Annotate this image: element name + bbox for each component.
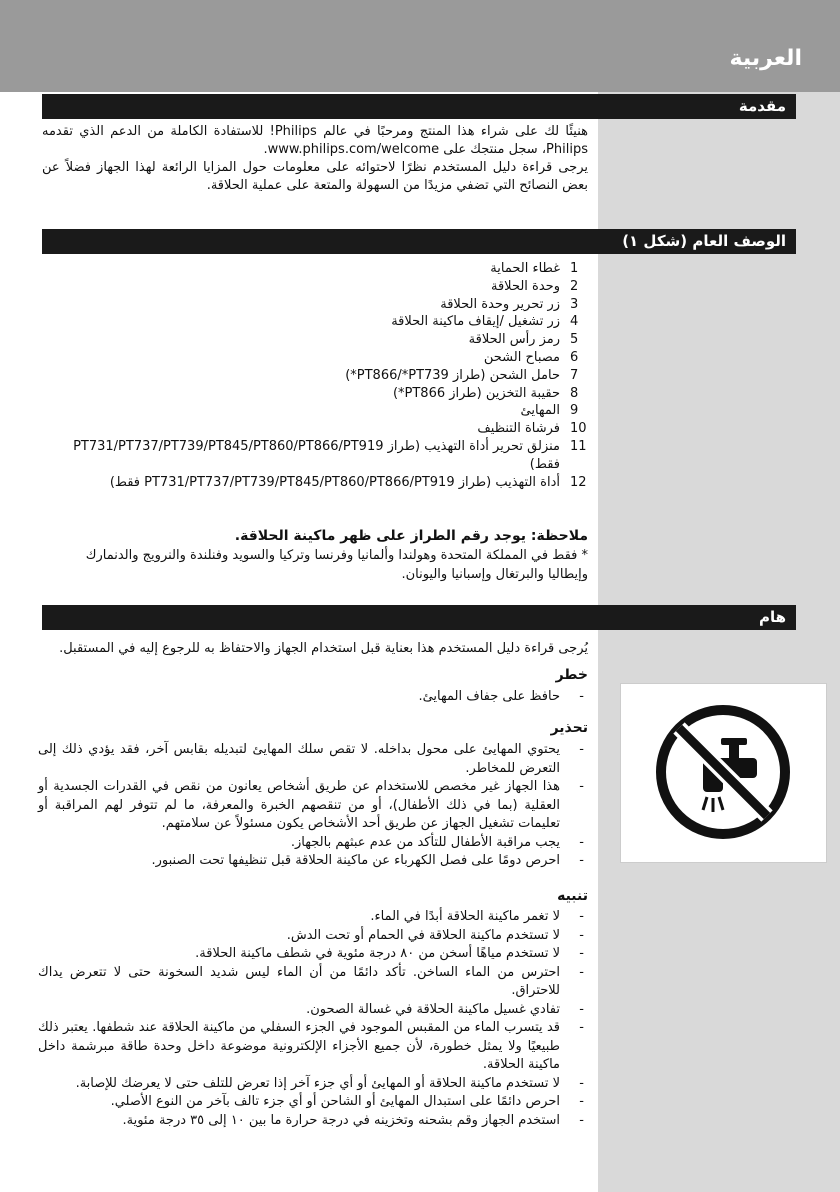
danger-heading: خطر — [555, 667, 588, 683]
list-item: - يحتوي المهايئ على محول بداخله. لا تقص سلك المهايئ لتبديله بقابس آخر، فقد يؤدي ذلك إلى التعرض للمخاطر. — [38, 741, 588, 778]
list-item: - يجب مراقبة الأطفال للتأكد من عدم عبثهم بالجهاز. — [38, 834, 588, 853]
item-text: زر تشغيل /إيقاف ماكينة الحلاقة — [391, 314, 560, 330]
item-number: 10 — [570, 421, 587, 437]
intro-text — [42, 123, 588, 195]
list-item: - لا تستخدم ماكينة الحلاقة في الحمام أو تحت الدش. — [38, 927, 588, 946]
list-item: - قد يتسرب الماء من المقبس الموجود في الجزء السفلي من ماكينة الحلاقة عند شطفها. يعتبر ذلك طبيعيًا ولا يمثل خطورة، لأن جميع الأجزاء الإلكترونية موضوعة داخل وحدة طاقة مبرشمة داخل ماكينة الحلاقة. — [38, 1019, 588, 1075]
item-text: رمز رأس الحلاقة — [468, 332, 560, 348]
list-item: - لا تستخدم مياهًا أسخن من ٨٠ درجة مئوية في شطف ماكينة الحلاقة. — [38, 945, 588, 964]
warning-list — [38, 741, 588, 871]
list-item — [40, 402, 588, 420]
list-item: - احرص دومًا على فصل الكهرباء عن ماكينة الحلاقة قبل تنظيفها تحت الصنبور. — [38, 852, 588, 871]
warning-heading: تحذير — [550, 720, 588, 736]
item-text: المهايئ — [520, 403, 560, 419]
list-item — [40, 331, 588, 349]
list-item — [40, 474, 588, 492]
list-item — [40, 420, 588, 438]
important-intro: يُرجى قراءة دليل المستخدم هذا بعناية قبل استخدام الجهاز والاحتفاظ به للرجوع إليه في المستقبل. — [59, 641, 588, 656]
item-text: فرشاة التنظيف — [477, 421, 560, 437]
section-heading-important: هام — [758, 608, 786, 626]
header-bar — [0, 0, 840, 92]
list-item — [40, 296, 588, 314]
list-item: - احترس من الماء الساخن. تأكد دائمًا من أن الماء ليس شديد السخونة حتى لا تتعرض يداك للاحتراق. — [38, 964, 588, 1001]
no-water-illustration — [620, 683, 827, 863]
danger-list — [38, 688, 588, 707]
section-bar-intro — [42, 94, 796, 119]
list-item — [40, 438, 588, 474]
list-item — [40, 313, 588, 331]
list-item: - احرص دائمًا على استبدال المهايئ أو الشاحن أو أي جزء تالف بآخر من النوع الأصلي. — [38, 1093, 588, 1112]
item-text: غطاء الحماية — [490, 261, 560, 276]
intro-paragraph: هنيئًا لك على شراء هذا المنتج ومرحبًا في عالم Philips! للاستفادة الكاملة من الدعم الذي تقدمه Philips، سجل منتجك على www.philips.com/welcome. — [42, 124, 588, 157]
caution-list — [38, 908, 588, 1130]
item-text: منزلق تحرير أداة التهذيب (طراز PT731/PT737/PT739/PT845/PT860/PT866/PT919 فقط) — [73, 438, 560, 472]
list-item: - استخدم الجهاز وقم بشحنه وتخزينه في درجة حرارة ما بين ١٠ إلى ٣٥ درجة مئوية. — [38, 1112, 588, 1131]
section-bar-important — [42, 605, 796, 630]
list-item — [40, 385, 588, 403]
item-text: أداة التهذيب (طراز PT731/PT737/PT739/PT845/PT860/PT866/PT919 فقط) — [109, 474, 560, 490]
list-item — [40, 260, 588, 278]
item-number: 3 — [570, 296, 579, 312]
section-heading-description: الوصف العام (شكل ١) — [622, 232, 786, 250]
caution-heading: تنبيه — [557, 888, 588, 904]
no-water-tap-icon — [643, 702, 803, 842]
item-number: 8 — [570, 385, 579, 401]
item-number: 1 — [570, 261, 579, 276]
list-item: - حافظ على جفاف المهايئ. — [38, 688, 588, 707]
item-number: 7 — [570, 367, 579, 383]
note-heading: ملاحظة: يوجد رقم الطراز على ظهر ماكينة الحلاقة. — [234, 528, 588, 544]
list-item — [40, 349, 588, 367]
item-number: 9 — [570, 403, 579, 419]
item-text: حامل الشحن (طراز PT866/*PT739*) — [345, 367, 560, 383]
item-text: وحدة الحلاقة — [491, 278, 560, 294]
note-text: * فقط في المملكة المتحدة وهولندا وألمانيا وفرنسا وتركيا والسويد وفنلندة والنرويج والدنمارك وإيطاليا والبرتغال وإسبانيا واليونان. — [85, 548, 588, 582]
list-item — [40, 367, 588, 385]
intro-paragraph: يرجى قراءة دليل المستخدم نظرًا لاحتوائه على معلومات حول المزايا الرائعة لهذا الجهاز فضلاً عن بعض النصائح التي تضفي مزيدًا من السهولة والمتعة على عملية الحلاقة. — [42, 160, 588, 193]
item-text: حقيبة التخزين (طراز PT866*) — [392, 385, 560, 401]
list-item — [40, 278, 588, 296]
side-column — [598, 92, 840, 1192]
section-heading-intro: مقدمة — [738, 97, 786, 115]
item-number: 6 — [570, 349, 579, 365]
item-number: 4 — [570, 314, 579, 330]
item-number: 2 — [570, 278, 579, 294]
item-text: مصباح الشحن — [483, 349, 560, 365]
parts-list — [40, 260, 588, 491]
model-note — [42, 527, 588, 584]
section-bar-description — [42, 229, 796, 254]
list-item: - لا تستخدم ماكينة الحلاقة أو المهايئ أو أي جزء آخر إذا تعرض للتلف حتى لا يعرضك للإصابة. — [38, 1075, 588, 1094]
list-item: - تفادي غسيل ماكينة الحلاقة في غسالة الصحون. — [38, 1001, 588, 1020]
item-number: 11 — [570, 438, 587, 454]
item-text: زر تحرير وحدة الحلاقة — [440, 296, 560, 312]
item-number: 12 — [570, 474, 587, 490]
item-number: 5 — [570, 332, 579, 348]
list-item: - لا تغمر ماكينة الحلاقة أبدًا في الماء. — [38, 908, 588, 927]
list-item: - هذا الجهاز غير مخصص للاستخدام عن طريق أشخاص يعانون من نقص في القدرات الجسدية أو العقلية (بما في ذلك الأطفال)، أو من تنقصهم الخبرة والمعرفة، ما لم تتوفر لهم المراقبة أو تعليمات تشغيل الجهاز عن طريق أحد الأشخاص يكون مسئولاً عن سلامتهم. — [38, 778, 588, 834]
language-title: العربية — [729, 46, 802, 71]
